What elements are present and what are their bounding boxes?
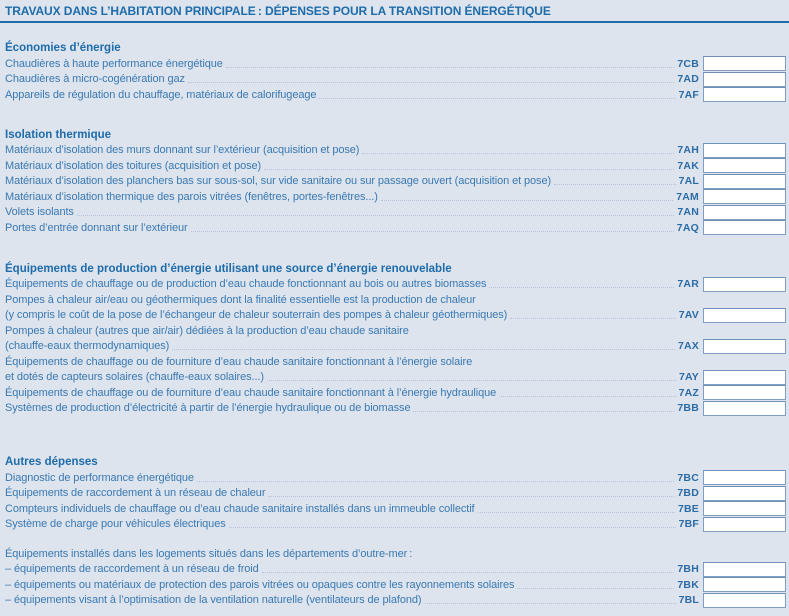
dotted-leader: [381, 200, 673, 201]
dotted-leader: [267, 380, 676, 381]
field-label: Matériaux d’isolation des toitures (acquisition et pose): [5, 159, 262, 172]
field-label: Équipements de raccordement à un réseau de chaleur: [5, 487, 266, 500]
page-title: TRAVAUX DANS L’HABITATION PRINCIPALE : DÉPENSES POUR LA TRANSITION ÉNERGÉTIQUE: [5, 4, 551, 18]
dotted-leader: [413, 411, 674, 412]
field-label: Volets isolants: [5, 206, 74, 219]
form-row: [5, 401, 786, 417]
form-row: [5, 385, 786, 401]
form-row: [5, 501, 786, 517]
form-row: [5, 593, 786, 609]
dotted-leader: [264, 169, 674, 170]
amount-input-7ax[interactable]: [703, 339, 786, 354]
form-row: [5, 189, 786, 205]
form-row: [5, 292, 786, 308]
field-label: (y compris le coût de la pose de l’échangeur de chaleur souterrain des pompes à chaleur géothermiques): [5, 309, 508, 322]
field-code-7cb: 7CB: [677, 57, 699, 70]
form-row: [5, 205, 786, 221]
group-intro: [5, 546, 786, 562]
field-code-7av: 7AV: [678, 309, 699, 322]
form-row: [5, 308, 786, 324]
field-label: Matériaux d’isolation thermique des parois vitrées (fenêtres, portes-fenêtres...): [5, 190, 378, 203]
field-label: Chaudières à haute performance énergétique: [5, 57, 223, 70]
field-code-7bc: 7BC: [677, 471, 699, 484]
form-row: [5, 562, 786, 578]
field-code-7bd: 7BD: [677, 487, 699, 500]
form-section: [5, 261, 786, 417]
amount-input-7ah[interactable]: [703, 143, 786, 158]
amount-input-7bl[interactable]: [703, 593, 786, 608]
field-label: Matériaux d’isolation des murs donnant sur l’extérieur (acquisition et pose): [5, 144, 360, 157]
field-code-7an: 7AN: [677, 206, 699, 219]
field-label: Système de charge pour véhicules électriques: [5, 518, 226, 531]
dotted-leader: [262, 572, 675, 573]
field-code-7am: 7AM: [676, 190, 699, 203]
field-label: Matériaux d’isolation des planchers bas sur sous-sol, sur vide sanitaire ou sur passage ouvert (acquisition et pose): [5, 175, 552, 188]
section-heading: Économies d’énergie: [5, 42, 121, 54]
amount-input-7am[interactable]: [703, 189, 786, 204]
form-section: [5, 454, 786, 532]
dotted-leader: [425, 603, 676, 604]
field-label: Équipements de chauffage ou de fourniture d’eau chaude sanitaire fonctionnant à l’énergie hydraulique: [5, 386, 497, 399]
amount-input-7bb[interactable]: [703, 401, 786, 416]
amount-input-7bf[interactable]: [703, 517, 786, 532]
field-code-7aq: 7AQ: [676, 221, 699, 234]
amount-input-7bh[interactable]: [703, 562, 786, 577]
field-label: – équipements ou matériaux de protection des parois vitrées ou opaques contre les rayonnements solaires: [5, 578, 515, 591]
amount-input-7cb[interactable]: [703, 56, 786, 71]
field-label: Appareils de régulation du chauffage, matériaux de calorifugeage: [5, 88, 317, 101]
form-section: [5, 40, 786, 103]
field-label: Systèmes de production d’électricité à partir de l’énergie hydraulique ou de biomasse: [5, 402, 411, 415]
field-label: Portes d’entrée donnant sur l’extérieur: [5, 221, 188, 234]
dotted-leader: [478, 512, 675, 513]
field-label: Chaudières à micro-cogénération gaz: [5, 73, 185, 86]
dotted-leader: [489, 287, 674, 288]
field-label: (chauffe-eaux thermodynamiques): [5, 340, 170, 353]
amount-input-7az[interactable]: [703, 385, 786, 400]
field-code-7bf: 7BF: [678, 518, 699, 531]
dotted-leader: [197, 481, 674, 482]
amount-input-7an[interactable]: [703, 205, 786, 220]
amount-input-7aq[interactable]: [703, 220, 786, 235]
field-code-7bl: 7BL: [678, 594, 699, 607]
dotted-leader: [172, 349, 675, 350]
amount-input-7af[interactable]: [703, 87, 786, 102]
form-row: [5, 72, 786, 88]
dotted-leader: [362, 153, 674, 154]
form-row: [5, 577, 786, 593]
field-label: Diagnostic de performance énergétique: [5, 471, 194, 484]
amount-input-7bc[interactable]: [703, 470, 786, 485]
field-code-7ah: 7AH: [677, 144, 699, 157]
amount-input-7bd[interactable]: [703, 486, 786, 501]
field-code-7be: 7BE: [677, 502, 699, 515]
section-heading: Isolation thermique: [5, 128, 112, 141]
amount-input-7ay[interactable]: [703, 370, 786, 385]
field-label: Pompes à chaleur (autres que air/air) dédiées à la production d’eau chaude sanitaire: [5, 324, 409, 337]
amount-input-7be[interactable]: [703, 501, 786, 516]
field-label: – équipements de raccordement à un réseau de froid: [5, 563, 259, 576]
field-label: Équipements de chauffage ou de fourniture d’eau chaude sanitaire fonctionnant à l’énergie solaire: [5, 355, 473, 368]
dotted-leader: [510, 318, 676, 319]
amount-input-7ak[interactable]: [703, 158, 786, 173]
dotted-leader: [517, 588, 674, 589]
form-row: [5, 354, 786, 370]
dotted-leader: [77, 215, 675, 216]
form-row: [5, 470, 786, 486]
field-code-7az: 7AZ: [678, 386, 699, 399]
form-row: [5, 158, 786, 174]
field-code-7bh: 7BH: [677, 563, 699, 576]
amount-input-7ad[interactable]: [703, 72, 786, 87]
form-row: [5, 143, 786, 159]
form-row: [5, 339, 786, 355]
group-intro-text: Équipements installés dans les logements situés dans les départements d’outre-mer :: [5, 547, 413, 560]
field-label: Pompes à chaleur air/eau ou géothermiques dont la finalité essentielle est la production de chaleur: [5, 293, 476, 306]
field-code-7ar: 7AR: [677, 278, 699, 291]
amount-input-7al[interactable]: [703, 174, 786, 189]
field-label: Équipements de chauffage ou de production d’eau chaude fonctionnant au bois ou autres biomasses: [5, 278, 487, 291]
dotted-leader: [554, 184, 676, 185]
amount-input-7ar[interactable]: [703, 277, 786, 292]
dotted-leader: [226, 67, 675, 68]
section-heading: Équipements de production d’énergie utilisant une source d’énergie renouvelable: [5, 262, 452, 275]
form-section: [5, 127, 786, 236]
dotted-leader: [191, 231, 674, 232]
field-code-7bk: 7BK: [677, 578, 699, 591]
form-body: [0, 40, 789, 608]
form-row: [5, 87, 786, 103]
amount-input-7bk[interactable]: [703, 577, 786, 592]
form-row: [5, 174, 786, 190]
amount-input-7av[interactable]: [703, 308, 786, 323]
form-row: [5, 277, 786, 293]
field-label: Compteurs individuels de chauffage ou d’eau chaude sanitaire installés dans un immeuble collectif: [5, 502, 475, 515]
form-row: [5, 370, 786, 386]
section-heading: Autres dépenses: [5, 456, 98, 468]
field-code-7ay: 7AY: [678, 371, 699, 384]
dotted-leader: [499, 396, 675, 397]
field-code-7ad: 7AD: [677, 73, 699, 86]
field-code-7al: 7AL: [678, 175, 699, 188]
field-label: – équipements visant à l’optimisation de la ventilation naturelle (ventilateurs de plafond): [5, 594, 422, 607]
form-section: [5, 546, 786, 608]
field-code-7ak: 7AK: [677, 159, 699, 172]
form-row: [5, 56, 786, 72]
form-row: [5, 220, 786, 236]
field-code-7ax: 7AX: [677, 340, 699, 353]
form-row: [5, 486, 786, 502]
dotted-leader: [188, 82, 674, 83]
form-row: [5, 323, 786, 339]
dotted-leader: [268, 496, 674, 497]
field-label: et dotés de capteurs solaires (chauffe-eaux solaires...): [5, 371, 264, 384]
form-row: [5, 517, 786, 533]
dotted-leader: [229, 527, 676, 528]
form-title-bar: [0, 0, 789, 23]
field-code-7af: 7AF: [678, 88, 699, 101]
dotted-leader: [319, 98, 675, 99]
field-code-7bb: 7BB: [677, 402, 699, 415]
